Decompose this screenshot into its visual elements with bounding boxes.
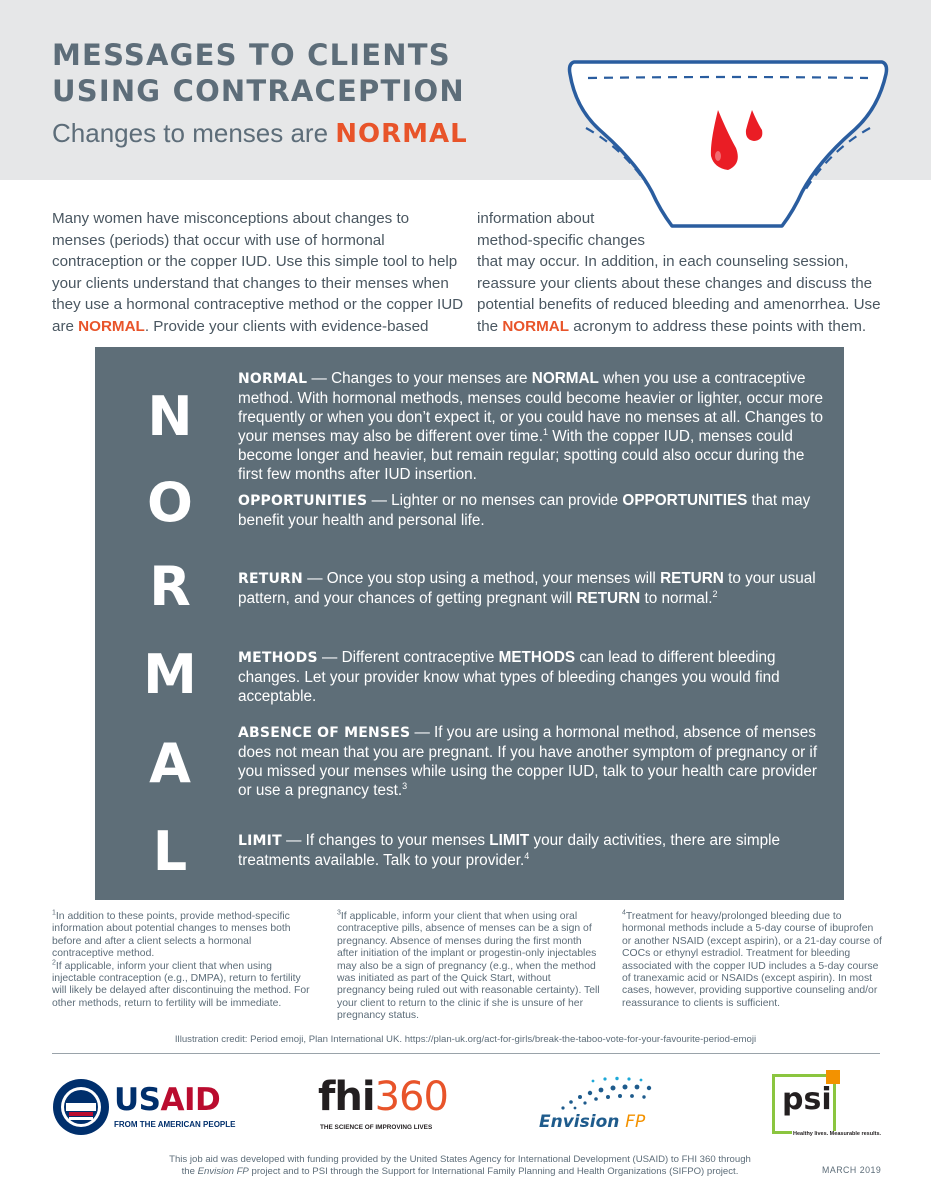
- entry-limit-text-2: your daily activities, there are simple treatments available. Talk to your provider.: [238, 832, 781, 870]
- footnote-3-text: If applicable, inform your client that when using oral contraceptive pills, absence of menses can be a sign of pregnancy. Absence of menses during the first month after initiation of the implant or progestin-only injectables may also be a sign of pregnancy (e.g., when the method was initiated as part of the Quick Start, without pregnancy being ruled out with reasonable certainty). Tell your client to return to the clinic if she is unsure of her pregnancy status.: [337, 911, 600, 1022]
- acronym-letter-m: M: [143, 643, 197, 706]
- intro-right-highlight: NORMAL: [502, 317, 569, 335]
- acronym-letter-r: R: [149, 555, 191, 618]
- entry-methods-text-2: can lead to different bleeding changes. Let your provider know what types of bleeding changes you would find acceptable.: [238, 649, 780, 706]
- acronym-letter-n: N: [147, 385, 193, 448]
- normal-acronym-panel: [95, 347, 844, 900]
- entry-methods-text-1: — Different contraceptive: [317, 649, 499, 666]
- entry-absence-of-menses: [238, 723, 828, 800]
- entry-absence-ref: 3: [402, 781, 408, 792]
- page-subtitle: [52, 118, 468, 149]
- funding-statement: [150, 1154, 770, 1178]
- entry-return-bold-1: RETURN: [660, 570, 724, 587]
- entry-normal-text-1: — Changes to your menses are: [307, 370, 532, 387]
- footnote-2: [52, 961, 314, 1011]
- footnotes-column-1: [52, 911, 314, 1010]
- footnotes-column-2: [337, 911, 601, 1023]
- entry-return-text-3: to normal.: [640, 590, 713, 608]
- intro-left-text-1: Many women have misconceptions about changes to menses (periods) that occur with use of hormonal contraception or the copper IUD. Use this simple tool to help your clients understand that changes to their menses when they use a hormonal contraceptive method or the copper IUD are: [52, 210, 464, 335]
- funding-line-2-post: project and to PSI through the Support for International Family Planning and Health Organizations (SIFPO) project.: [248, 1165, 739, 1177]
- envision-word: Envision: [539, 1112, 620, 1132]
- fhi-word: fhi: [318, 1074, 375, 1120]
- footnote-3: [337, 911, 601, 1023]
- usaid-tagline: FROM THE AMERICAN PEOPLE: [114, 1120, 236, 1129]
- subtitle-text: Changes to menses are: [52, 118, 336, 148]
- acronym-letter-l: L: [152, 820, 188, 883]
- title-line-1: MESSAGES TO CLIENTS: [52, 38, 451, 72]
- entry-return-text-1: — Once you stop using a method, your menses will: [302, 570, 661, 587]
- usaid-wordmark: [114, 1082, 220, 1118]
- entry-normal-text-3: With the copper IUD, menses could become longer and heavier, but remain regular; spotting could also occur during the first few months after IUD insertion.: [238, 428, 805, 484]
- illustration-credit: Illustration credit: Period emoji, Plan International UK. https://plan-uk.org/act-for-girls/break-the-taboo-vote-for-your-favourite-period-emoji: [174, 1034, 757, 1045]
- page-title: [52, 37, 465, 109]
- intro-paragraph-right: [477, 208, 887, 338]
- intro-right-line-2: method-specific changes: [477, 231, 645, 249]
- entry-limit: [238, 831, 828, 870]
- entry-normal: [238, 369, 828, 485]
- fhi360-logo: [318, 1074, 448, 1136]
- envision-dots-icon: [553, 1076, 663, 1112]
- entry-normal-text-2: when you use a contraceptive method. With hormonal methods, menses could become heavier or lighter, occur more frequently or when you don’t expect it, or you could have no menses at all. Changes to your menses may also be different over time.: [238, 370, 824, 446]
- intro-left-highlight: NORMAL: [78, 317, 145, 335]
- intro-right-text-2: acronym to address these points with them.: [569, 317, 867, 335]
- entry-opportunities-text-2: that may benefit your health and personal life.: [238, 492, 811, 530]
- envision-fp-logo: [535, 1076, 665, 1136]
- footnote-3-ref: 3: [337, 909, 341, 917]
- footnote-2-ref: 2: [52, 959, 56, 967]
- psi-logo: [772, 1074, 882, 1140]
- intro-left-text-2: . Provide your clients with evidence-based: [144, 317, 429, 335]
- acronym-letter-o: O: [147, 471, 193, 534]
- usaid-word-us: US: [114, 1082, 161, 1118]
- footnote-1-text: In addition to these points, provide method-specific information about potential changes to menses both before and after a client selects a hormonal contraceptive method.: [52, 911, 291, 960]
- usaid-word-aid: AID: [160, 1082, 221, 1118]
- funding-line-1: This job aid was developed with funding provided by the United States Agency for International Development (USAID) to FHI 360 through: [169, 1154, 751, 1165]
- entry-return-ref: 2: [712, 589, 718, 599]
- usaid-seal-icon: [52, 1078, 110, 1136]
- intro-right-line-1: information about: [477, 210, 595, 227]
- intro-paragraph-left: [52, 208, 464, 338]
- entry-opportunities-text-1: — Lighter or no menses can provide: [367, 492, 623, 509]
- entry-limit-text-1: — If changes to your menses: [281, 832, 490, 849]
- entry-opportunities-term: OPPORTUNITIES: [238, 493, 368, 509]
- period-underwear-icon: [566, 52, 890, 230]
- entry-return-text-2: to your usual pattern, and your chances of getting pregnant will: [238, 570, 816, 608]
- psi-wordmark: psi: [782, 1082, 832, 1117]
- fhi360-tagline: THE SCIENCE OF IMPROVING LIVES: [320, 1124, 433, 1131]
- footnote-2-text: If applicable, inform your client that when using injectable contraception (e.g., DMPA), return to fertility will likely be delayed after discontinuing the method. For other methods, return to fertility will be immediate.: [52, 960, 310, 1009]
- entry-opportunities: [238, 491, 828, 530]
- entry-limit-bold: LIMIT: [489, 832, 530, 849]
- fhi360-wordmark: [318, 1074, 448, 1120]
- entry-methods-bold: METHODS: [498, 649, 576, 666]
- entry-absence-term: ABSENCE OF MENSES: [238, 725, 411, 741]
- intro-right-text-1: that may occur. In addition, in each counseling session, reassure your clients about these changes and discuss the potential benefits of reduced bleeding and amenorrhea. Use the: [477, 253, 881, 335]
- entry-absence-text: — If you are using a hormonal method, absence of menses does not mean that you are pregnant. If you have another symptom of pregnancy or if you missed your menses while using the copper IUD, talk to your health care provider or use a pregnancy test.: [238, 724, 818, 800]
- envision-fp: FP: [625, 1112, 646, 1132]
- entry-return-bold-2: RETURN: [576, 590, 641, 608]
- entry-limit-ref: 4: [524, 851, 530, 861]
- fhi-number: 360: [374, 1074, 448, 1120]
- envision-fp-wordmark: [539, 1112, 645, 1132]
- footnotes-column-3: [622, 911, 884, 1010]
- usaid-logo: [52, 1078, 236, 1138]
- funding-line-2-italic: Envision FP: [197, 1165, 249, 1177]
- entry-methods-term: METHODS: [238, 650, 318, 666]
- entry-opportunities-bold: OPPORTUNITIES: [622, 492, 748, 509]
- title-line-2: USING CONTRACEPTION: [52, 74, 465, 108]
- divider: [52, 1053, 880, 1054]
- entry-return-term: RETURN: [238, 571, 303, 587]
- funding-line-2-pre: the: [181, 1165, 198, 1177]
- entry-normal-term: NORMAL: [238, 371, 308, 387]
- footnote-4-ref: 4: [622, 909, 626, 917]
- entry-return: [238, 569, 828, 608]
- entry-normal-bold: NORMAL: [531, 370, 599, 387]
- footnote-4: [622, 911, 884, 1010]
- subtitle-highlight: NORMAL: [335, 119, 468, 149]
- entry-limit-term: LIMIT: [238, 833, 282, 849]
- publication-date: MARCH 2019: [822, 1165, 882, 1175]
- entry-methods: [238, 648, 828, 706]
- acronym-letter-a: A: [149, 732, 191, 795]
- psi-tagline: Healthy lives. Measurable results.: [793, 1131, 882, 1137]
- footnote-4-text: Treatment for heavy/prolonged bleeding due to hormonal methods include a 5-day course of ibuprofen or another NSAID (except aspirin), or a 21-day course of COCs or ethynyl estradiol. Treatment for bleeding associated with the copper IUD includes a 5-day course of tranexamic acid or NSAIDs (except aspirin). In most cases, however, providing supportive counseling and/or reassurance to clients is sufficient.: [622, 911, 882, 1009]
- footnote-1-ref: 1: [52, 909, 56, 917]
- footnote-1: [52, 911, 314, 961]
- entry-normal-ref: 1: [542, 427, 548, 438]
